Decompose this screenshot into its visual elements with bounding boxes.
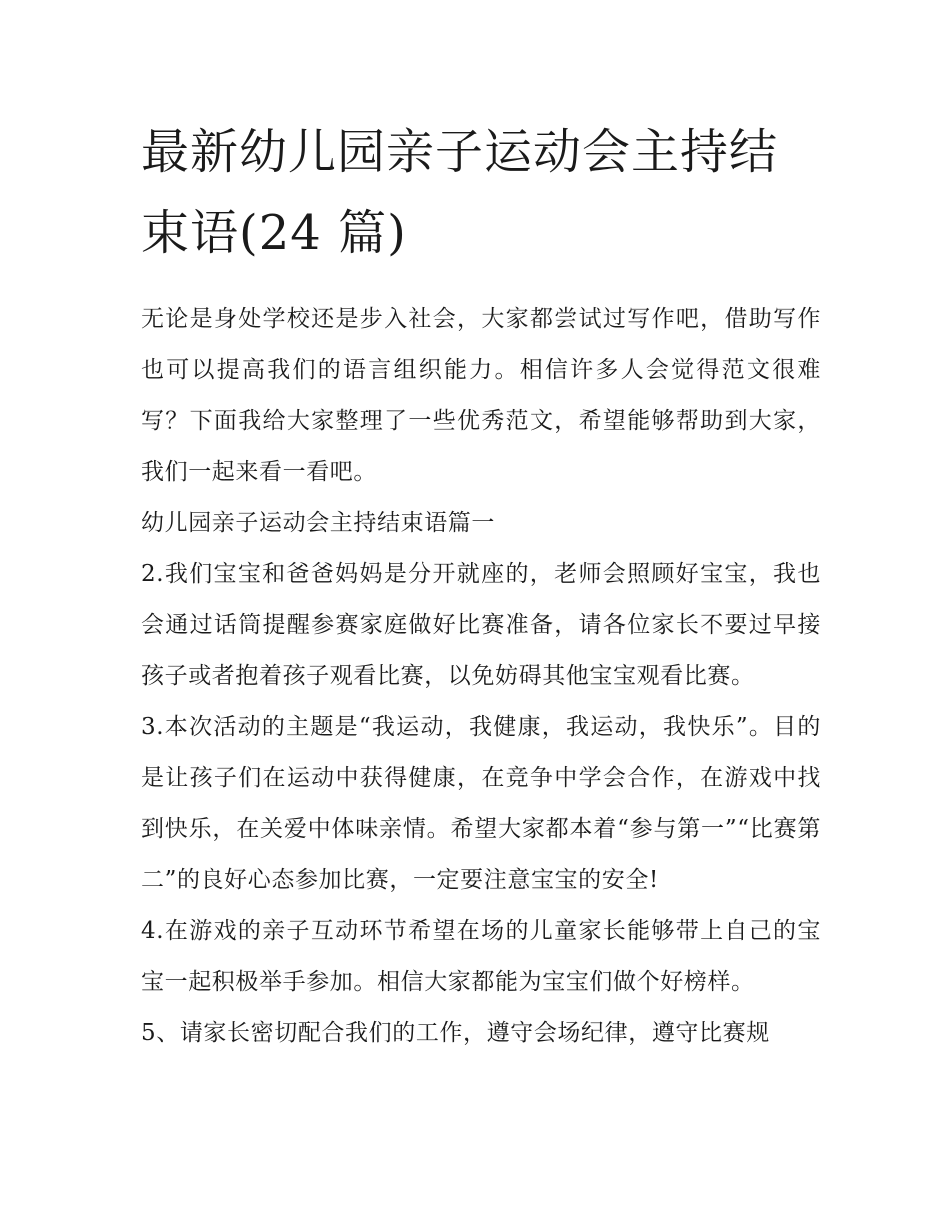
paragraph-3: 3.本次活动的主题是“我运动，我健康，我运动，我快乐”。目的是让孩子们在运动中获得健康，在竞争中学会合作，在游戏中找到快乐，在关爱中体味亲情。希望大家都本着“参与第一”“比赛第二”的良好心态参加比赛，一定要注意宝宝的安全!	[141, 714, 821, 893]
title-line-2: 束语(24 篇)	[141, 205, 407, 261]
intro-paragraph: 无论是身处学校还是步入社会，大家都尝试过写作吧，借助写作也可以提高我们的语言组织能力。相信许多人会觉得范文很难写？下面我给大家整理了一些优秀范文，希望能够帮助到大家，我们一起来看一看吧。	[141, 306, 821, 485]
document-title	[141, 112, 821, 274]
paragraph-5: 5、请家长密切配合我们的工作，遵守会场纪律，遵守比赛规	[141, 1020, 770, 1046]
paragraph-4: 4.在游戏的亲子互动环节希望在场的儿童家长能够带上自己的宝宝一起积极举手参加。相信大家都能为宝宝们做个好榜样。	[141, 918, 821, 995]
paragraph-2: 2.我们宝宝和爸爸妈妈是分开就座的，老师会照顾好宝宝，我也会通过话筒提醒参赛家庭做好比赛准备，请各位家长不要过早接孩子或者抱着孩子观看比赛，以免妨碍其他宝宝观看比赛。	[141, 561, 821, 689]
document-page	[141, 112, 821, 1059]
title-line-1: 最新幼儿园亲子运动会主持结	[141, 124, 779, 180]
section-heading: 幼儿园亲子运动会主持结束语篇一	[141, 510, 495, 536]
